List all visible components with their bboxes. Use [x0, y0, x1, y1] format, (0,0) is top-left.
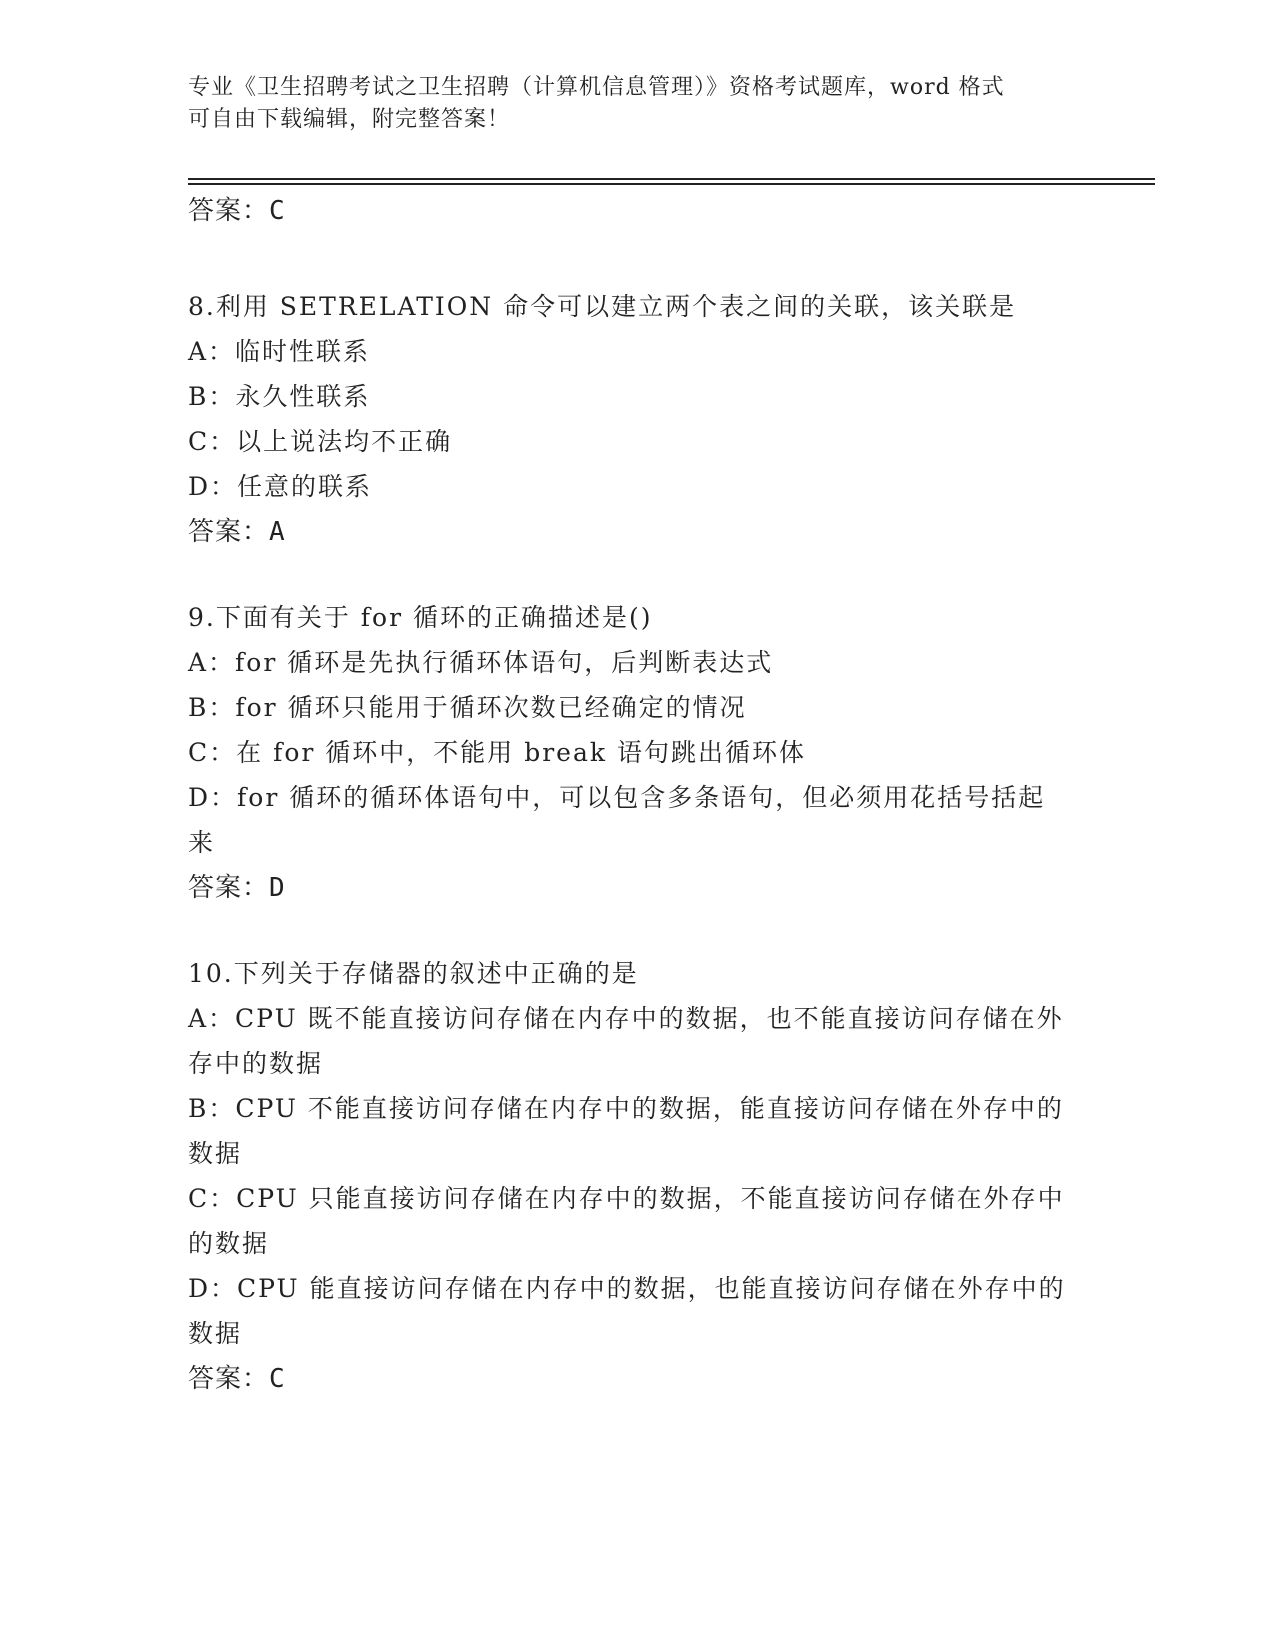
document-header	[188, 72, 1068, 136]
option-d: D：for 循环的循环体语句中，可以包含多条语句，但必须用花括号括起来	[188, 783, 1046, 857]
question-9	[188, 595, 1068, 865]
header-line-2: 可自由下载编辑，附完整答案！	[188, 107, 511, 132]
option-d: D：任意的联系	[188, 472, 373, 501]
option-a: A：for 循环是先执行循环体语句，后判断表达式	[188, 648, 774, 677]
question-stem: 9.下面有关于 for 循环的正确描述是()	[188, 603, 653, 632]
option-c: C：在 for 循环中，不能用 break 语句跳出循环体	[188, 738, 806, 767]
question-10	[188, 951, 1068, 1356]
answer-label: 答案：	[188, 517, 270, 547]
spacer	[188, 911, 1068, 951]
question-8	[188, 284, 1068, 509]
option-b: B：for 循环只能用于循环次数已经确定的情况	[188, 693, 747, 722]
answer-value: A	[269, 517, 286, 547]
header-rule-top	[188, 178, 1155, 180]
answer-line-q10	[188, 1356, 1068, 1402]
header-rule-bottom	[188, 183, 1155, 185]
answer-line-q8	[188, 509, 1068, 555]
option-c: C：以上说法均不正确	[188, 427, 453, 456]
header-line-1: 专业《卫生招聘考试之卫生招聘（计算机信息管理）》资格考试题库，word 格式	[188, 75, 1005, 100]
answer-value: C	[269, 196, 286, 226]
option-a: A：临时性联系	[188, 337, 371, 366]
answer-label: 答案：	[188, 1364, 270, 1394]
option-b: B：永久性联系	[188, 382, 371, 411]
answer-value: C	[269, 1364, 286, 1394]
question-stem: 8.利用 SETRELATION 命令可以建立两个表之间的关联，该关联是	[188, 292, 1017, 321]
question-stem: 10.下列关于存储器的叙述中正确的是	[188, 959, 639, 988]
option-c: C：CPU 只能直接访问存储在内存中的数据，不能直接访问存储在外存中的数据	[188, 1184, 1065, 1258]
answer-line-q9	[188, 865, 1068, 911]
option-b: B：CPU 不能直接访问存储在内存中的数据，能直接访问存储在外存中的数据	[188, 1094, 1064, 1168]
document-body	[188, 188, 1068, 1402]
answer-label: 答案：	[188, 873, 270, 903]
spacer	[188, 234, 1068, 284]
answer-value: D	[269, 873, 286, 903]
spacer	[188, 555, 1068, 595]
option-d: D：CPU 能直接访问存储在内存中的数据，也能直接访问存储在外存中的数据	[188, 1274, 1066, 1348]
answer-label: 答案：	[188, 196, 270, 226]
option-a: A：CPU 既不能直接访问存储在内存中的数据，也不能直接访问存储在外存中的数据	[188, 1004, 1064, 1078]
answer-line-q7	[188, 188, 1068, 234]
